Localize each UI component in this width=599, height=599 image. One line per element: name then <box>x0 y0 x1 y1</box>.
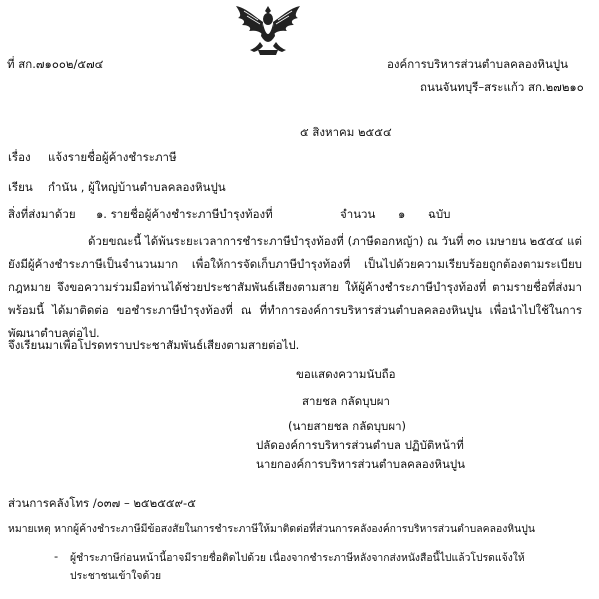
enclosure-unit: ฉบับ <box>428 207 451 221</box>
garuda-emblem-icon <box>232 2 304 58</box>
signature-salutation: ขอแสดงความนับถือ <box>296 367 396 381</box>
document-number: ที่ สก.๗๑๐๐๒/๕๗๔ <box>7 57 104 71</box>
signature-printed-name: (นายสายชล กลัดบุบผา) <box>288 419 407 433</box>
remark-text: หมายเหตุ หากผู้ค้างชำระภาษีมีข้อสงสัยในการชำระภาษีให้มาติดต่อที่ส่วนการคลังองค์การบริหารส่วนตำบลคลองหินปูน <box>8 523 535 535</box>
body-paragraph: ด้วยขณะนี้ ได้พ้นระยะเวลาการชำระภาษีบำรุงท้องที่ (ภาษีดอกหญ้า) ณ วันที่ ๓๐ เมษายน ๒๕๕๔ แต่ยังมีผู้ค้างชำระภาษีเป็นจำนวนมาก เพื่อให้การจัดเก็บภาษีบำรุงท้องที่ เป็นไปด้วยความเรียบร้อยถูกต้องตามระเบียบกฎหมาย จึงขอความร่วมมือท่านได้ช่วยประชาสัมพันธ์เสียงตามสาย ให้ผู้ค้างชำระภาษีบำรุงท้องที่ ตามรายชื่อที่ส่งมาพร้อมนี้ ได้มาติดต่อ ขอชำระภาษีบำรุงท้องที่ ณ ที่ทำการองค์การบริหารส่วนตำบลคลองหินปูน เพื่อนำไปใช้ในการพัฒนาตำบลต่อไป. <box>8 234 582 340</box>
department-phone: ส่วนการคลังโทร /๐๓๗ – ๒๕๒๕๕๙-๕ <box>8 496 196 510</box>
organization-name: องค์การบริหารส่วนตำบลคลองหินปูน <box>387 57 568 71</box>
enclosure-item: ๑. รายชื่อผู้ค้างชำระภาษีบำรุงท้องที่ <box>96 207 273 221</box>
organization-address: ถนนจันทบุรี–สระแก้ว สก.๒๗๒๑๐ <box>420 80 584 94</box>
recipient-label: เรียน <box>8 180 33 194</box>
signature-position-2: นายกองค์การบริหารส่วนตำบลคลองหินปูน <box>256 457 465 471</box>
subject-text: แจ้งรายชื่อผู้ค้างชำระภาษี <box>48 150 177 164</box>
bullet-text-line-2: ประชาชนเข้าใจด้วย <box>70 570 162 582</box>
recipient-text: กำนัน , ผู้ใหญ่บ้านตำบลคลองหินปูน <box>48 180 226 194</box>
subject-label: เรื่อง <box>8 150 31 164</box>
closing-request: จึงเรียนมาเพื่อโปรดทราบประชาสัมพันธ์เสียงตามสายต่อไป. <box>8 338 300 352</box>
enclosure-quantity-label: จำนวน <box>340 207 376 221</box>
signature-position-1: ปลัดองค์การบริหารส่วนตำบล ปฏิบัติหน้าที่ <box>256 438 464 452</box>
enclosure-quantity: ๑ <box>398 207 406 221</box>
letter-date: ๕ สิงหาคม ๒๕๕๔ <box>300 125 392 139</box>
bullet-text-line-1: ผู้ชำระภาษีก่อนหน้านี้อาจมีรายชื่อติดไปด้วย เนื่องจากชำระภาษีหลังจากส่งหนังสือนี้ไปแล้วโปรดแจ้งให้ <box>70 552 525 564</box>
enclosure-label: สิ่งที่ส่งมาด้วย <box>8 207 76 221</box>
bullet-marker: - <box>54 549 59 563</box>
signature-signed-name: สายชล กลัดบุบผา <box>302 394 390 408</box>
